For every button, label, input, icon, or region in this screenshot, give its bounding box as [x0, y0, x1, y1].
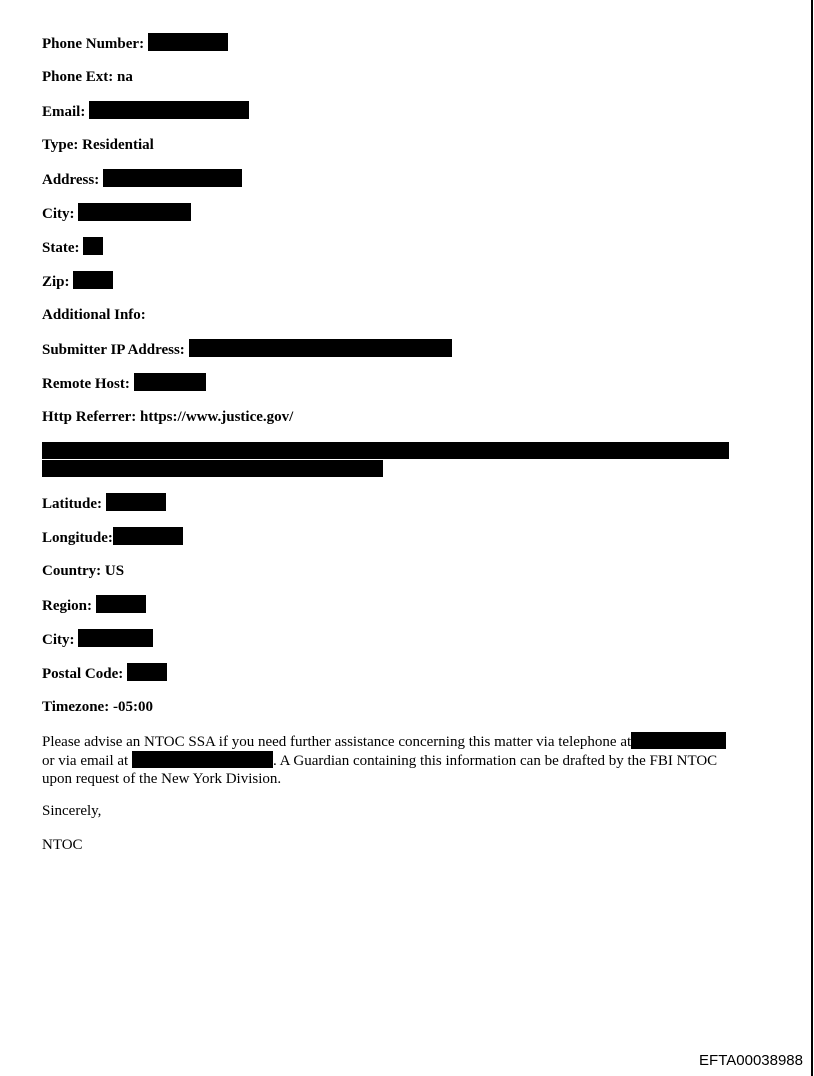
submitter-ip-label: Submitter IP Address:	[42, 342, 185, 358]
redaction-longitude	[113, 527, 183, 545]
redaction-postal-code	[127, 663, 167, 681]
phone-number-row	[42, 33, 228, 53]
redaction-region	[96, 595, 146, 613]
redaction-address	[103, 169, 242, 187]
additional-info-row	[42, 305, 146, 325]
closing-line-2-text-a: or via email at	[42, 753, 129, 769]
remote-host-row	[42, 373, 206, 393]
address-label: Address:	[42, 172, 100, 188]
longitude-row	[42, 527, 183, 547]
postal-code-row	[42, 663, 167, 683]
redaction-submitter-ip	[189, 339, 452, 357]
country-value: US	[104, 563, 125, 579]
redaction-email	[89, 101, 249, 119]
state-label: State:	[42, 240, 80, 256]
redaction-state	[83, 237, 103, 255]
country-row	[42, 561, 124, 581]
document-id: EFTA00038988	[699, 1052, 803, 1069]
http-referrer-value: https://www.justice.gov/	[140, 409, 294, 425]
timezone-label: Timezone:	[42, 699, 110, 715]
geo-city-label: City:	[42, 632, 75, 648]
additional-info-label: Additional Info:	[42, 307, 146, 323]
email-row	[42, 101, 249, 121]
geo-city-row	[42, 629, 153, 649]
phone-ext-label: Phone Ext:	[42, 69, 114, 85]
redaction-latitude	[106, 493, 166, 511]
address-row	[42, 169, 242, 189]
http-referrer-row	[42, 407, 293, 427]
closing-line-2	[42, 751, 782, 770]
salutation: Sincerely,	[42, 803, 102, 819]
timezone-row	[42, 697, 153, 717]
latitude-row	[42, 493, 166, 513]
redaction-zip	[73, 271, 113, 289]
email-label: Email:	[42, 104, 86, 120]
redaction-city	[78, 203, 191, 221]
closing-line-2-text-b: . A Guardian containing this information can be drafted by the FBI NTOC	[272, 753, 718, 769]
closing-line-1	[42, 732, 782, 751]
phone-ext-value: na	[117, 69, 133, 85]
region-row	[42, 595, 146, 615]
city-row	[42, 203, 191, 223]
phone-number-label: Phone Number:	[42, 36, 145, 52]
type-row	[42, 135, 154, 155]
phone-ext-row	[42, 67, 133, 87]
timezone-value: -05:00	[112, 699, 153, 715]
closing-paragraph	[42, 732, 782, 788]
city-label: City:	[42, 206, 75, 222]
zip-label: Zip:	[42, 274, 70, 290]
type-label: Type:	[42, 137, 79, 153]
redaction-referrer-line-2	[42, 460, 383, 477]
remote-host-label: Remote Host:	[42, 376, 130, 392]
state-row	[42, 237, 103, 257]
region-label: Region:	[42, 598, 92, 614]
page-right-border	[811, 0, 813, 1076]
type-value: Residential	[82, 137, 154, 153]
redaction-remote-host	[134, 373, 206, 391]
redaction-referrer-line-1	[42, 442, 729, 459]
closing-line-3: upon request of the New York Division.	[42, 771, 282, 787]
redaction-telephone	[631, 732, 726, 749]
redaction-contact-email	[132, 751, 273, 768]
longitude-label: Longitude:	[42, 530, 113, 546]
latitude-label: Latitude:	[42, 496, 102, 512]
redaction-geo-city	[78, 629, 153, 647]
closing-line-1-text: Please advise an NTOC SSA if you need further assistance concerning this matter via telephone at	[42, 734, 632, 750]
country-label: Country:	[42, 563, 102, 579]
signature: NTOC	[42, 837, 83, 853]
submitter-ip-row	[42, 339, 452, 359]
zip-row	[42, 271, 113, 291]
redaction-phone-number	[148, 33, 228, 51]
http-referrer-label: Http Referrer:	[42, 409, 137, 425]
postal-code-label: Postal Code:	[42, 666, 124, 682]
